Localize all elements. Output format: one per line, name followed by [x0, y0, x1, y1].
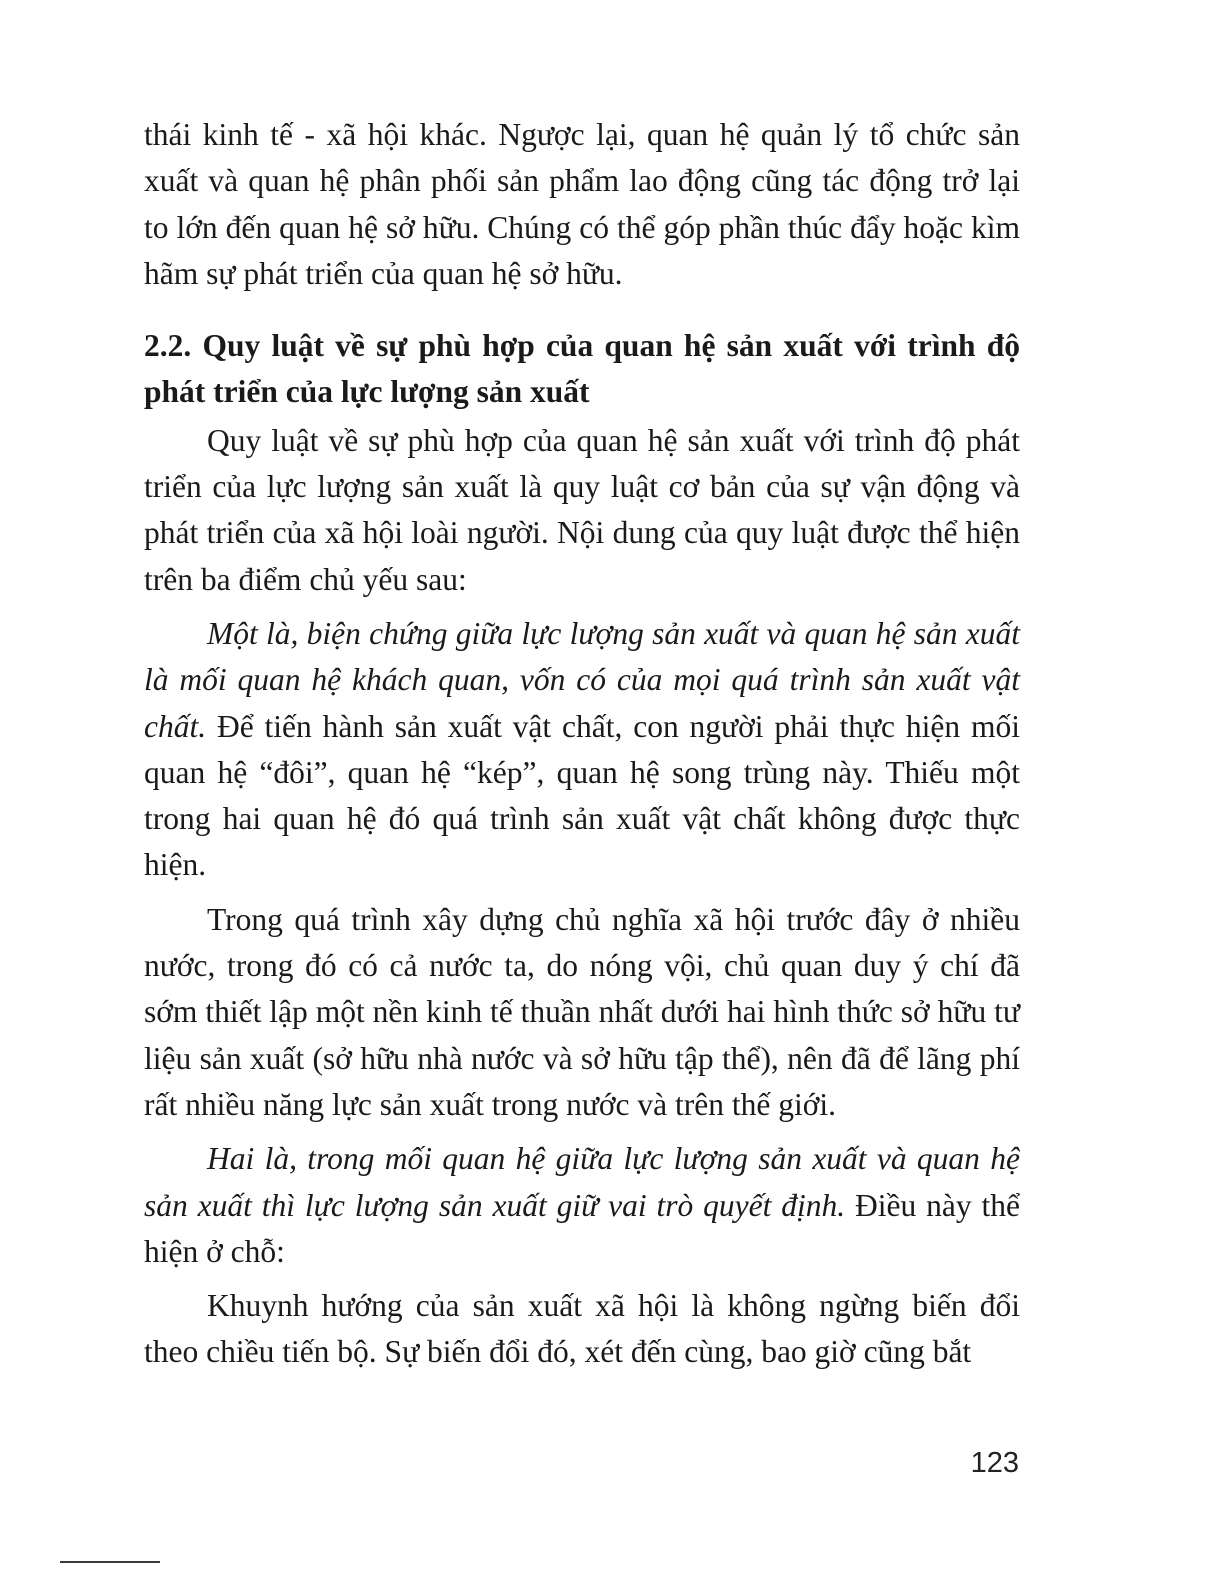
section-heading: 2.2. Quy luật về sự phù hợp của quan hệ sản xuất với trình độ phát triển của lực lượng sản xuất — [144, 328, 1020, 410]
paragraph-continued: thái kinh tế - xã hội khác. Ngược lại, quan hệ quản lý tổ chức sản xuất và quan hệ phân phối sản phẩm lao động cũng tác động trở lại to lớn đến quan hệ sở hữu. Chúng có thể góp phần thúc đẩy hoặc kìm hãm sự phát triển của quan hệ sở hữu. — [144, 117, 1020, 291]
scan-edge-line — [60, 1561, 160, 1563]
point-two-italic: Hai là, trong mối quan hệ giữa lực lượng sản xuất và quan hệ sản xuất thì lực lượng sản xuất giữ vai trò quyết định. — [144, 1141, 1020, 1223]
paragraph-socialism-history: Trong quá trình xây dựng chủ nghĩa xã hội trước đây ở nhiều nước, trong đó có cả nước ta, do nóng vội, chủ quan duy ý chí đã sớm thiết lập một nền kinh tế thuần nhất dưới hai hình thức sở hữu tư liệu sản xuất (sở hữu nhà nước và sở hữu tập thể), nên đã để lãng phí rất nhiều năng lực sản xuất trong nước và trên thế giới. — [144, 901, 1020, 1122]
paragraph-point-two — [144, 1136, 1020, 1275]
paragraph-law-intro: Quy luật về sự phù hợp của quan hệ sản xuất với trình độ phát triển của lực lượng sản xuất là quy luật cơ bản của sự vận động và phát triển của xã hội loài người. Nội dung của quy luật được thể hiện trên ba điểm chủ yếu sau: — [144, 422, 1020, 597]
paragraph-tendency: Khuynh hướng của sản xuất xã hội là không ngừng biến đổi theo chiều tiến bộ. Sự biến đổi đó, xét đến cùng, bao giờ cũng bắt — [144, 1288, 1020, 1370]
paragraph-point-one — [144, 611, 1020, 889]
point-one-text: Để tiến hành sản xuất vật chất, con người phải thực hiện mối quan hệ “đôi”, quan hệ “kép”, quan hệ song trùng này. Thiếu một trong hai quan hệ đó quá trình sản xuất vật chất không được thực hiện. — [144, 708, 1020, 883]
point-two-text: Điều này thể hiện ở chỗ: — [144, 1187, 1020, 1269]
point-one-italic: Một là, biện chứng giữa lực lượng sản xuất và quan hệ sản xuất là mối quan hệ khách quan, vốn có của mọi quá trình sản xuất vật chất. — [144, 615, 1020, 744]
page-number: 123 — [970, 1447, 1019, 1479]
page-body — [144, 112, 1020, 1376]
